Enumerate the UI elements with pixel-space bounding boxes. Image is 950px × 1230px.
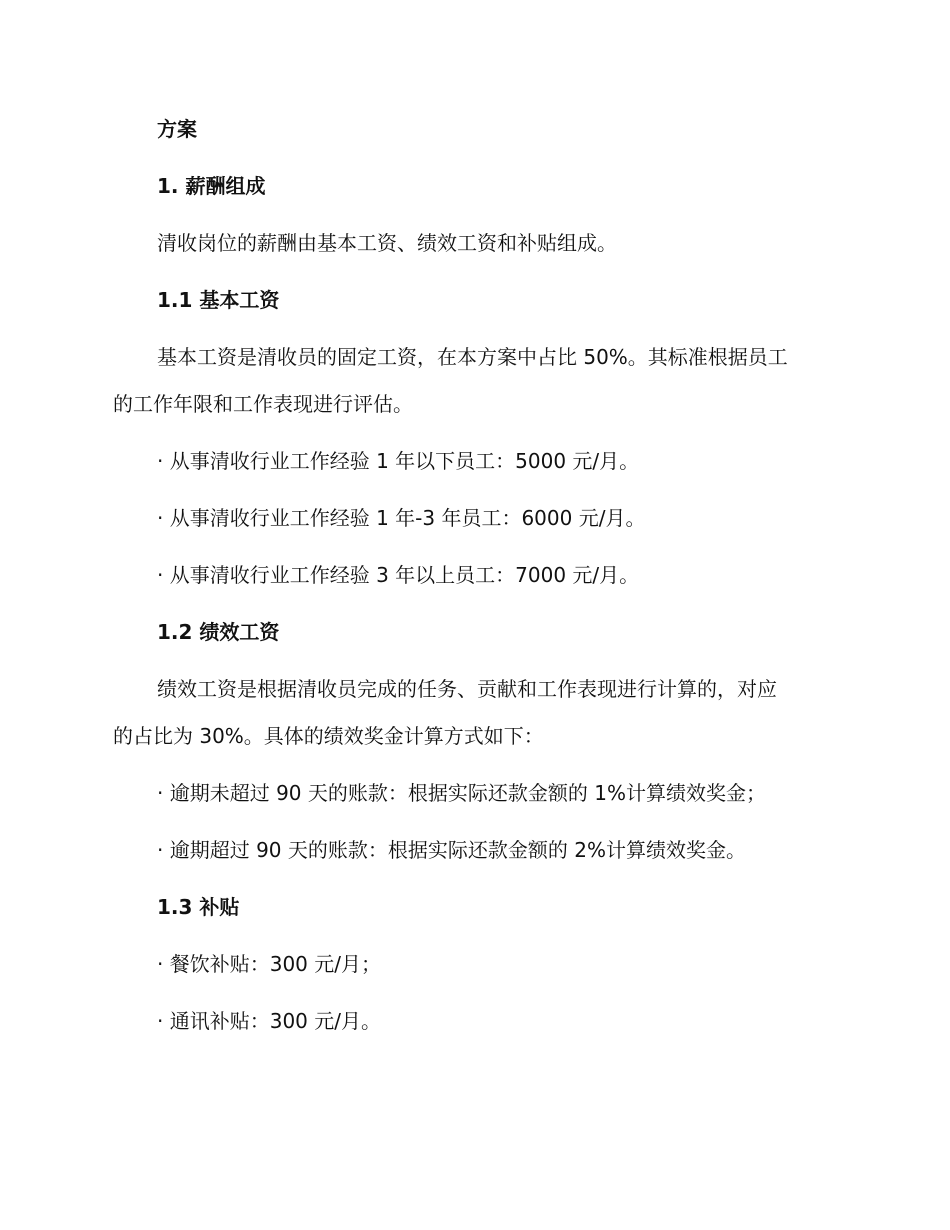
section-heading-1-2: 1.2 绩效工资	[157, 620, 280, 644]
list-item: · 从事清收行业工作经验 1 年以下员工：5000 元/月。	[157, 449, 640, 473]
document-title: 方案	[157, 117, 197, 141]
list-item: · 逾期未超过 90 天的账款：根据实际还款金额的 1%计算绩效奖金；	[157, 781, 766, 805]
section-heading-1-1: 1.1 基本工资	[157, 288, 280, 312]
section-1-2-paragraph-line-2: 的占比为 30%。具体的绩效奖金计算方式如下：	[113, 724, 544, 748]
list-item: · 餐饮补贴：300 元/月；	[157, 952, 381, 976]
list-item: · 通讯补贴：300 元/月。	[157, 1009, 381, 1033]
section-heading-1-3: 1.3 补贴	[157, 895, 240, 919]
section-1-2-paragraph-line-1: 绩效工资是根据清收员完成的任务、贡献和工作表现进行计算的，对应	[157, 677, 777, 701]
list-item: · 从事清收行业工作经验 1 年-3 年员工：6000 元/月。	[157, 506, 646, 530]
section-1-1-paragraph-line-2: 的工作年限和工作表现进行评估。	[113, 392, 413, 416]
list-item: · 逾期超过 90 天的账款：根据实际还款金额的 2%计算绩效奖金。	[157, 838, 746, 862]
list-item: · 从事清收行业工作经验 3 年以上员工：7000 元/月。	[157, 563, 640, 587]
section-1-1-paragraph-line-1: 基本工资是清收员的固定工资，在本方案中占比 50%。其标准根据员工	[157, 345, 788, 369]
section-1-intro: 清收岗位的薪酬由基本工资、绩效工资和补贴组成。	[157, 231, 617, 255]
section-heading-1: 1. 薪酬组成	[157, 174, 266, 198]
